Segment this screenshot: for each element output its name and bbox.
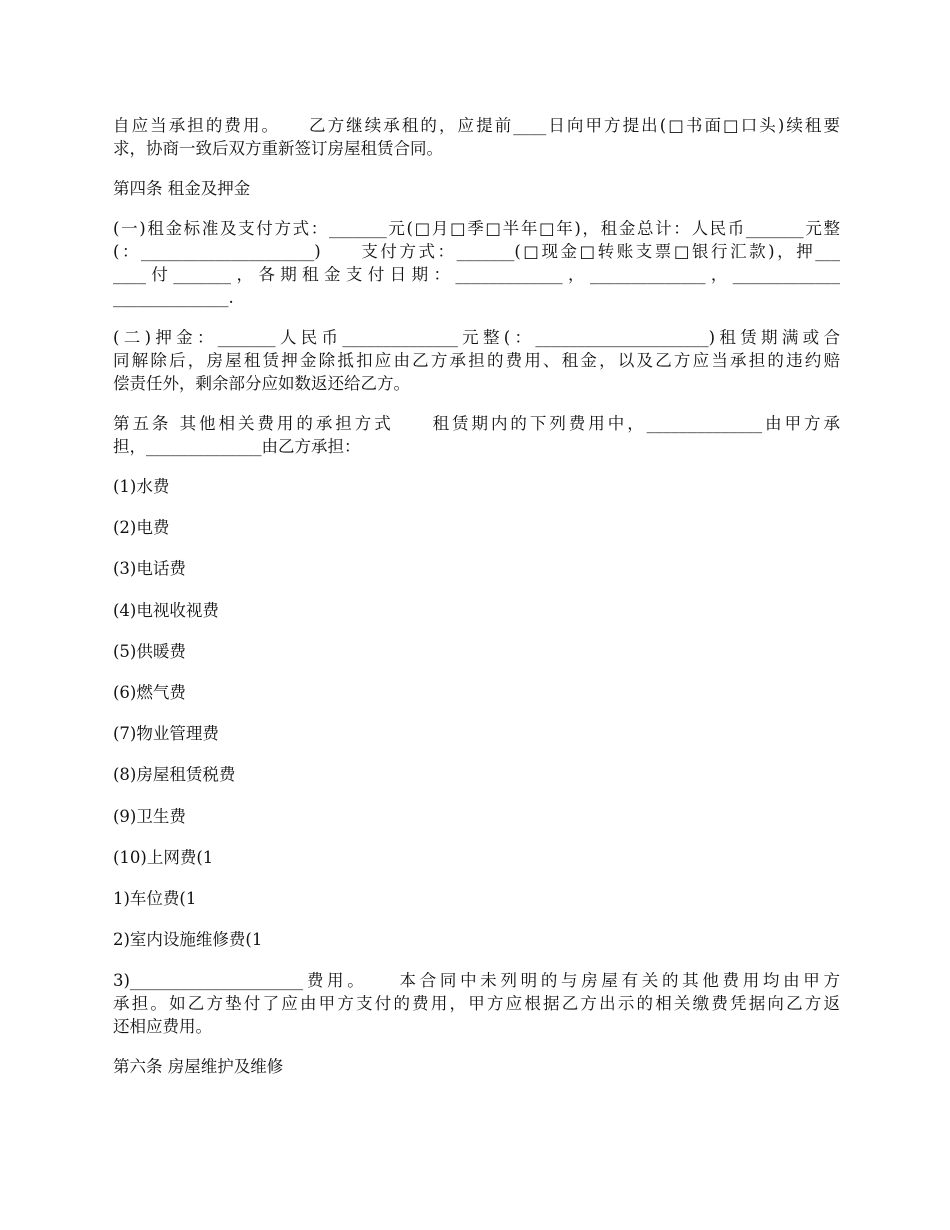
text-line: (：_____________________) 支付方式：_______(□现金□转账支票□银行汇款)，押___: [113, 242, 840, 261]
text-line: (一)租金标准及支付方式：_______元(□月□季□半年□年)，租金总计：人民币_______元整: [113, 219, 840, 238]
text-line: 担，______________由乙方承担：: [113, 437, 361, 456]
text-line: 还相应费用。: [113, 1017, 212, 1037]
text-line: 求，协商一致后双方重新签订房屋租赁合同。: [113, 139, 443, 158]
list-item: (5)供暖费: [113, 641, 186, 661]
list-item: (10)上网费(1: [113, 847, 214, 867]
heading-text: 第四条 租金及押金: [113, 179, 251, 198]
document-page: [113, 114, 840, 1095]
list-item: (3)电话费: [113, 559, 186, 579]
list-item: 1)车位费(1: [113, 888, 197, 908]
text-line: (二)押金：_______人民币______________元整(：_____________________)租赁期满或合: [113, 328, 840, 347]
fee-list: [113, 475, 840, 951]
list-item: (7)物业管理费: [113, 724, 219, 744]
text-line: 承担。如乙方垫付了应由甲方支付的费用，甲方应根据乙方出示的相关缴费凭据向乙方返: [113, 994, 840, 1014]
article-5-paragraph: [113, 412, 840, 458]
list-item: (1)水费: [113, 477, 170, 496]
paragraph-deposit: [113, 326, 840, 395]
text-line: ______________.: [113, 288, 234, 307]
paragraph-renewal: [113, 114, 840, 160]
paragraph-rent-terms: [113, 217, 840, 309]
text-line: 第五条 其他相关费用的承担方式 租赁期内的下列费用中，______________由甲方承: [113, 414, 840, 433]
text-line: 3)_____________________费用。 本合同中未列明的与房屋有关的其他费用均由甲方: [113, 971, 840, 991]
article-6-heading: [113, 1055, 840, 1078]
list-item: (6)燃气费: [113, 682, 186, 702]
list-item: (4)电视收视费: [113, 600, 219, 620]
list-item: (8)房屋租赁税费: [113, 765, 236, 785]
list-item: (9)卫生费: [113, 806, 186, 826]
paragraph-other-fees: [113, 969, 840, 1038]
heading-text: 第六条 房屋维护及维修: [113, 1057, 284, 1077]
list-item: 2)室内设施维修费(1: [113, 930, 263, 950]
article-4-heading: [113, 177, 840, 200]
text-line: 同解除后，房屋租赁押金除抵扣应由乙方承担的费用、租金，以及乙方应当承担的违约赔: [113, 351, 840, 370]
text-line: ____付_______，各期租金支付日期：_____________，______________，_____________: [113, 265, 840, 284]
text-line: 偿责任外，剩余部分应如数返还给乙方。: [113, 374, 410, 393]
text-line: 自应当承担的费用。 乙方继续承租的，应提前____日向甲方提出(□书面□口头)续租要: [113, 116, 840, 135]
list-item: (2)电费: [113, 518, 170, 538]
